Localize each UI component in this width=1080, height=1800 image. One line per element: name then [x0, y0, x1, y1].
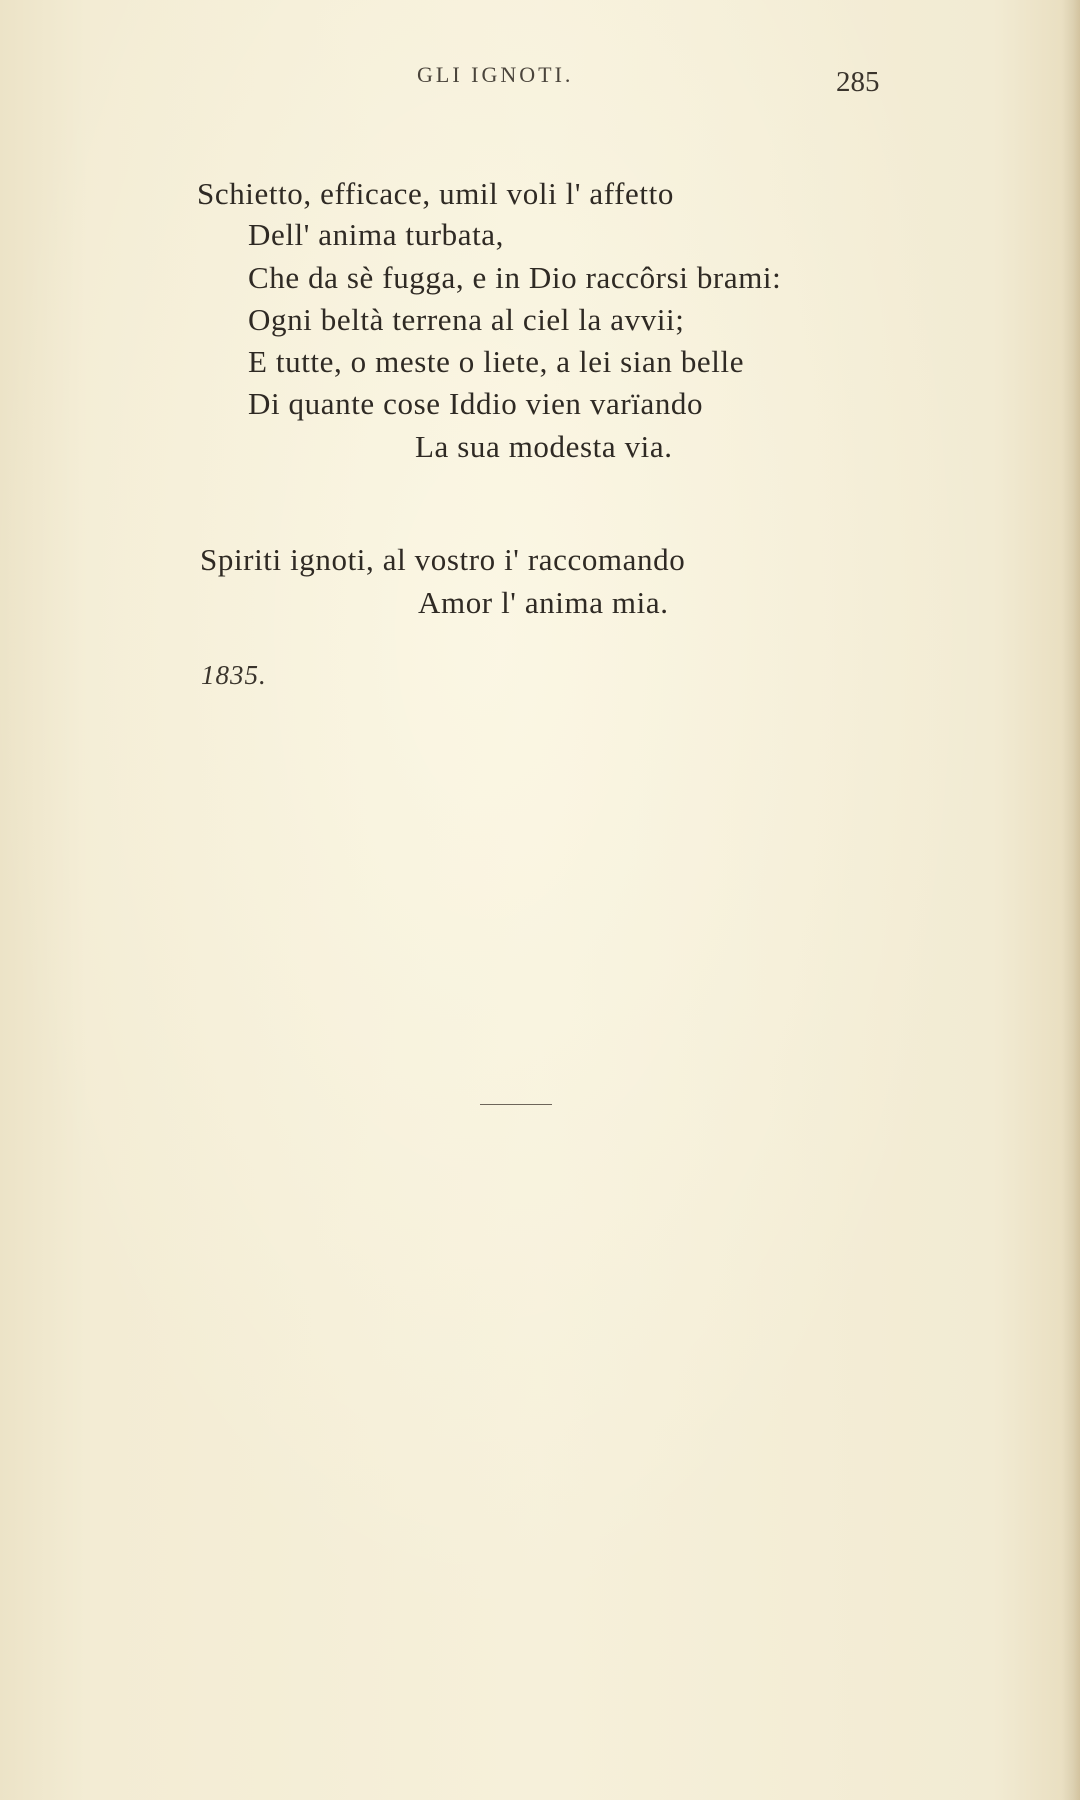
page-number: 285 — [836, 66, 880, 98]
poem-line: Amor l' anima mia. — [418, 585, 669, 620]
poem-line: Che da sè fugga, e in Dio raccôrsi brami: — [248, 260, 782, 295]
poem-date: 1835. — [201, 660, 267, 690]
poem-line: Di quante cose Iddio vien varïando — [248, 386, 704, 421]
running-title: GLI IGNOTI. — [417, 62, 574, 87]
end-rule — [480, 1104, 552, 1105]
poem-line: Spiriti ignoti, al vostro i' raccomando — [200, 542, 686, 577]
poem-line: Ogni beltà terrena al ciel la avvii; — [248, 302, 685, 337]
poem-line: La sua modesta via. — [415, 429, 673, 464]
poem-line: Dell' anima turbata, — [248, 217, 505, 252]
poem-line: E tutte, o meste o liete, a lei sian belle — [248, 344, 745, 379]
poem-line: Schietto, efficace, umil voli l' affetto — [197, 176, 674, 211]
page-edge-shadow — [1062, 0, 1080, 1800]
